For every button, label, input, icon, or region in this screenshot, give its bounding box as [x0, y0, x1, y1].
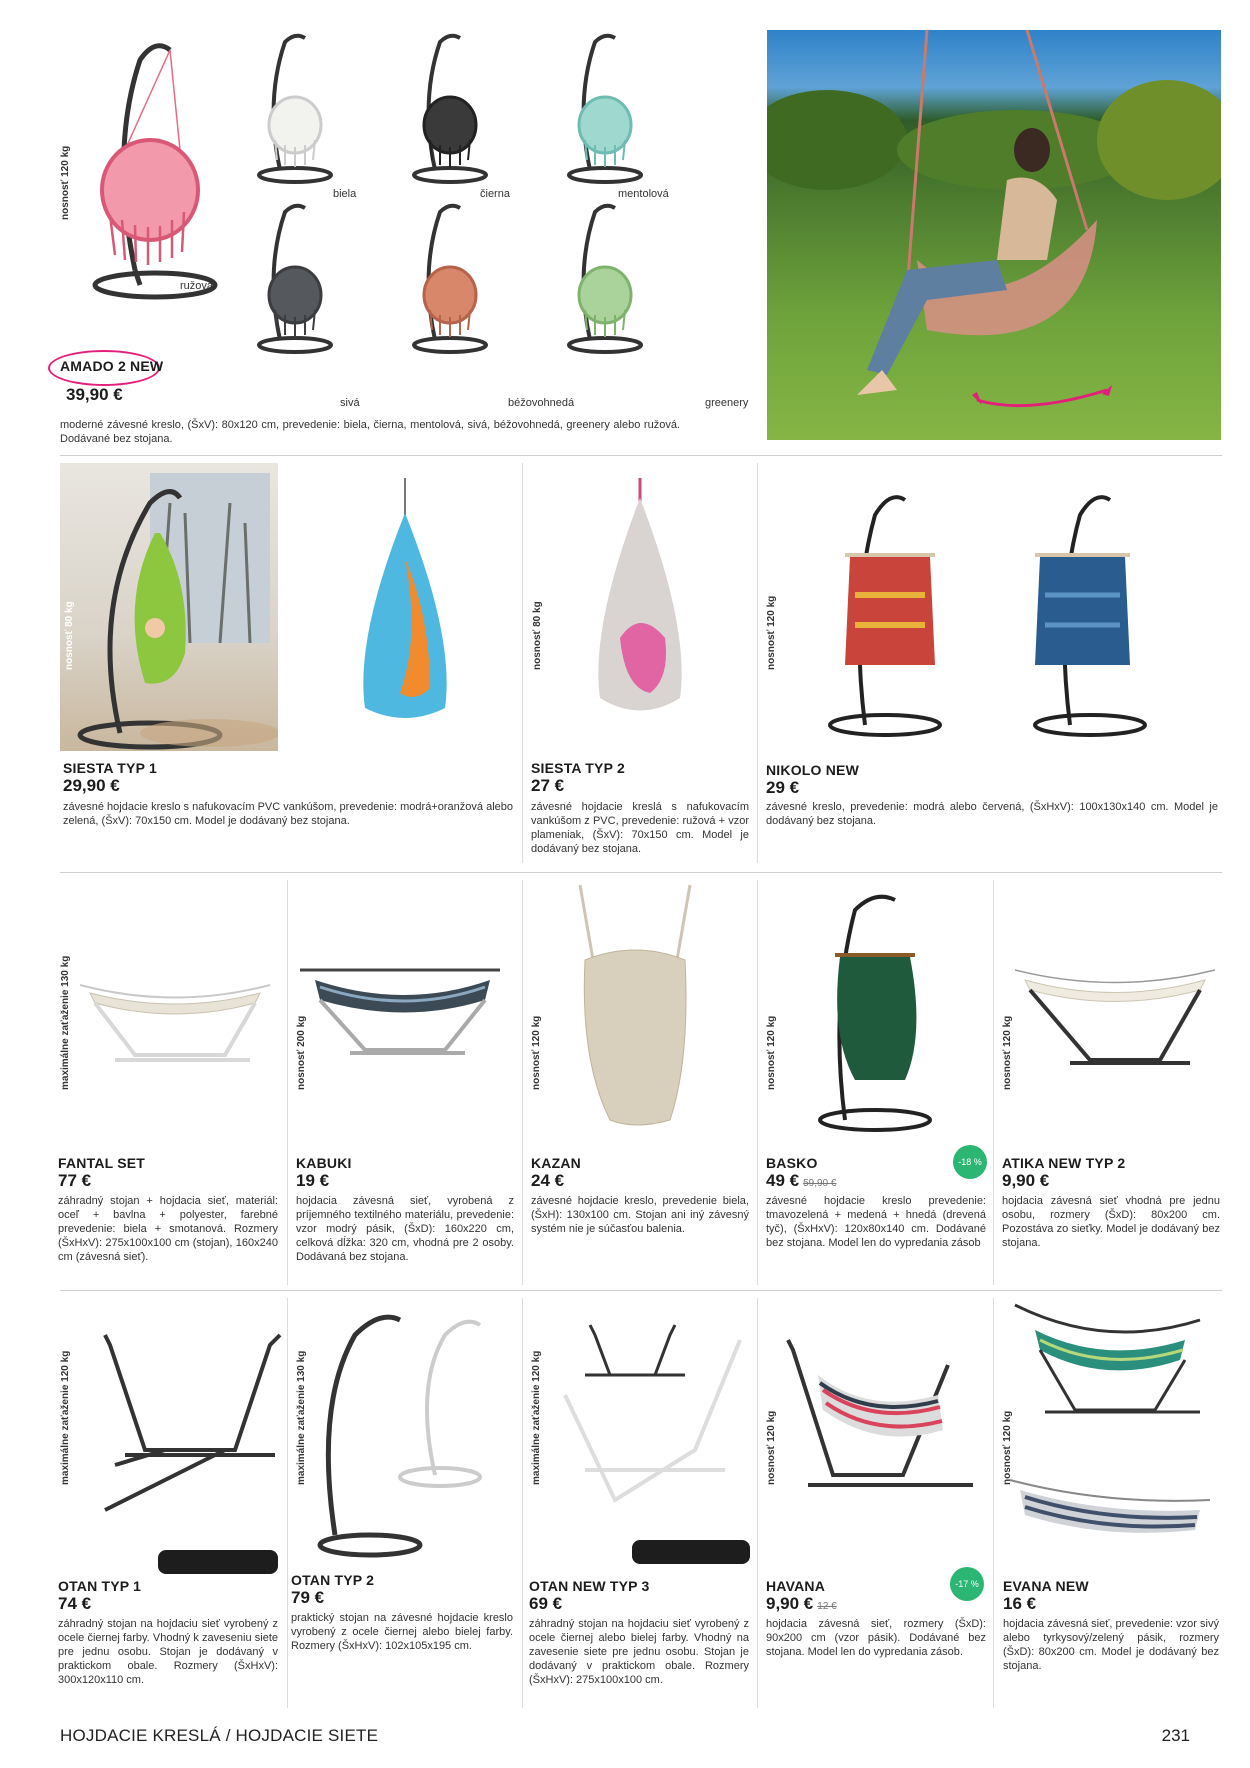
nikolo-price: 29 €	[766, 778, 800, 797]
siesta2-description: závesné hojdacie kreslá s nafukovacím vankúšom z PVC, prevedenie: ružová + vzor plameniak, (ŠxV): 70x150 cm. Model je dodávaný bez stojana.	[531, 801, 749, 855]
section-divider-2	[60, 872, 1222, 873]
basko-price	[766, 1171, 836, 1191]
kazan-capacity-label: nosnosť 120 kg	[531, 1015, 542, 1090]
column-divider	[287, 1298, 288, 1708]
section-divider-3	[60, 1290, 1222, 1291]
basko-product-image	[815, 885, 955, 1135]
basko-old-price: 59,90 €	[803, 1178, 837, 1189]
siesta2-product-image	[580, 478, 700, 738]
fantal-price: 77 €	[58, 1171, 92, 1190]
fantal-description: záhradný stojan + hojdacia sieť, materiál: oceľ + bavlna + polyester, farebné prevedenie: biela + smotanová. Rozmery (ŠxHxV): 275x100x100 cm (stojan), 160x240 cm (závesná sieť).	[58, 1195, 278, 1263]
fantal-name: FANTAL SET	[58, 1155, 146, 1171]
kabuki-product-image	[295, 965, 510, 1065]
amado-price: 39,90 €	[66, 385, 123, 404]
basko-discount-badge: -18 %	[953, 1145, 987, 1179]
siesta1-product-image	[345, 478, 465, 738]
column-divider	[993, 1298, 994, 1708]
column-divider	[522, 880, 523, 1285]
evana-grey-product-image	[1005, 1475, 1215, 1555]
amado-color-mint: mentolová	[618, 188, 669, 200]
column-divider	[522, 463, 523, 863]
havana-current-price: 9,90 €	[766, 1594, 814, 1613]
otan2-capacity-label: maximálne zaťaženie 130 kg	[296, 1350, 307, 1485]
siesta1-price: 29,90 €	[63, 776, 120, 795]
havana-old-price: 12 €	[817, 1601, 837, 1612]
otan3-description: záhradný stojan na hojdaciu sieť vyrobený z ocele čiernej alebo bielej farby. Vhodný na zavesenie siete pre jednu osobu. Stojan je dodávaný v praktickom obale. Rozmery (ŠxHxV): 275x100x100 cm.	[529, 1618, 749, 1686]
siesta2-name: SIESTA TYP 2	[531, 760, 625, 776]
amado-black-chair-image	[405, 30, 495, 185]
garden-lifestyle-photo	[767, 30, 1221, 440]
nikolo-capacity-label: nosnosť 120 kg	[766, 595, 777, 670]
otan3-carry-bag	[632, 1540, 750, 1564]
otan1-capacity-label: maximálne zaťaženie 120 kg	[60, 1350, 71, 1485]
column-divider	[757, 880, 758, 1285]
havana-product-image	[778, 1335, 978, 1530]
amado-greenery-chair-image	[560, 200, 650, 355]
amado-description: moderné závesné kreslo, (ŠxV): 80x120 cm, prevedenie: biela, čierna, mentolová, sivá, béžovohnedá, greenery alebo ružová. Dodávané bez stojana.	[60, 419, 680, 445]
amado-name: AMADO 2 NEW	[60, 358, 164, 374]
otan2-product-image	[315, 1305, 515, 1560]
siesta1-description: závesné hojdacie kreslo s nafukovacím PVC vankúšom, prevedenie: modrá+oranžová alebo zelená, (ŠxV): 70x150 cm. Model je dodávaný bez stojana.	[63, 801, 513, 827]
amado-grey-chair-image	[250, 200, 340, 355]
siesta2-capacity-label: nosnosť 80 kg	[532, 601, 543, 670]
column-divider	[287, 880, 288, 1285]
amado-capacity-label: nosnosť 120 kg	[60, 145, 71, 220]
basko-current-price: 49 €	[766, 1171, 800, 1190]
amado-color-pink: ružová	[180, 280, 214, 292]
evana-price: 16 €	[1003, 1594, 1037, 1613]
page-number: 231	[1161, 1726, 1190, 1745]
fantal-product-image	[75, 975, 280, 1075]
otan3-price: 69 €	[529, 1594, 563, 1613]
otan3-capacity-label: maximálne zaťaženie 120 kg	[531, 1350, 542, 1485]
column-divider	[993, 880, 994, 1285]
kabuki-capacity-label: nosnosť 200 kg	[296, 1015, 307, 1090]
kabuki-price: 19 €	[296, 1171, 330, 1190]
nikolo-blue-chair-image	[1030, 485, 1170, 740]
basko-capacity-label: nosnosť 120 kg	[766, 1015, 777, 1090]
kazan-price: 24 €	[531, 1171, 565, 1190]
kazan-name: KAZAN	[531, 1155, 581, 1171]
kabuki-name: KABUKI	[296, 1155, 352, 1171]
atika-name: ATIKA NEW TYP 2	[1002, 1155, 1126, 1171]
nikolo-description: závesné kreslo, prevedenie: modrá alebo červená, (ŠxHxV): 100x130x140 cm. Model je dodávaný bez stojana.	[766, 801, 1218, 827]
otan2-description: praktický stojan na závesné hojdacie kreslo vyrobený z ocele čiernej alebo bielej farby. Rozmery (ŠxHxV): 102x105x195 cm.	[291, 1612, 513, 1652]
otan3-name: OTAN NEW TYP 3	[529, 1578, 650, 1594]
amado-white-chair-image	[250, 30, 340, 185]
otan1-carry-bag	[158, 1550, 278, 1574]
atika-capacity-label: nosnosť 120 kg	[1002, 1015, 1013, 1090]
havana-capacity-label: nosnosť 120 kg	[766, 1410, 777, 1485]
havana-discount-badge: -17 %	[950, 1567, 984, 1601]
atika-price: 9,90 €	[1002, 1171, 1050, 1190]
evana-description: hojdacia závesná sieť, prevedenie: vzor sivý alebo tyrkysový/zelený pásik, rozmery (ŠxD): 80x200 cm. Model je dodávaný bez stojana.	[1003, 1618, 1219, 1672]
evana-capacity-label: nosnosť 120 kg	[1002, 1410, 1013, 1485]
basko-name: BASKO	[766, 1155, 818, 1171]
evana-teal-product-image	[1005, 1300, 1210, 1420]
siesta1-name: SIESTA TYP 1	[63, 760, 157, 776]
nikolo-name: NIKOLO NEW	[766, 762, 859, 778]
amado-pink-chair-image	[80, 30, 230, 310]
havana-name: HAVANA	[766, 1578, 826, 1594]
nikolo-red-chair-image	[825, 485, 965, 740]
kazan-product-image	[570, 880, 700, 1130]
section-divider-1	[60, 455, 1222, 456]
column-divider	[757, 463, 758, 863]
amado-beige-chair-image	[405, 200, 495, 355]
amado-color-black: čierna	[480, 188, 510, 200]
amado-mint-chair-image	[560, 30, 650, 185]
otan1-name: OTAN TYP 1	[58, 1578, 142, 1594]
siesta1-capacity-label: nosnosť 80 kg	[64, 601, 75, 670]
otan1-product-image	[95, 1330, 285, 1530]
amado-color-grey: sivá	[340, 397, 360, 409]
column-divider	[522, 1298, 523, 1708]
column-divider	[757, 1298, 758, 1708]
amado-color-white: biela	[333, 188, 357, 200]
footer-section-title: HOJDACIE KRESLÁ / HOJDACIE SIETE	[60, 1726, 379, 1745]
fantal-capacity-label: maximálne zaťaženie 130 kg	[60, 955, 71, 1090]
otan1-price: 74 €	[58, 1594, 92, 1613]
evana-name: EVANA NEW	[1003, 1578, 1089, 1594]
otan3-product-image	[555, 1320, 755, 1520]
kabuki-description: hojdacia závesná sieť, vyrobená z príjemného textilného materiálu, prevedenie: vzor modrý pásik, (ŠxD): 160x220 cm, celková dĺžka: 320 cm, vhodná pre 2 osoby. Dodávaná bez stojana.	[296, 1195, 514, 1263]
amado-color-greenery: greenery	[705, 397, 749, 409]
siesta2-price: 27 €	[531, 776, 565, 795]
havana-description: hojdacia závesná sieť, rozmery (ŠxD): 90x200 cm (vzor pásik). Dodávané bez stojana. Model len do vypredania zásob.	[766, 1618, 986, 1658]
atika-product-image	[1010, 965, 1220, 1075]
otan1-description: záhradný stojan na hojdaciu sieť vyrobený z ocele čiernej farby. Vhodný k zaveseniu siete pre jednu osobu. Stojan je dodávaný v praktickom obale. Rozmery (ŠxHxV): 300x120x110 cm.	[58, 1618, 278, 1686]
basko-description: závesné hojdacie kreslo prevedenie: tmavozelená + medená + hnedá (drevená tyč), (ŠxHxV): 120x80x140 cm. Dodávané bez stojana. Model len do vypredania zásob	[766, 1195, 986, 1249]
amado-color-beige: béžovohnedá	[508, 397, 575, 409]
siesta1-lifestyle-photo	[60, 463, 278, 751]
havana-price	[766, 1594, 837, 1614]
kazan-description: závesné hojdacie kreslo, prevedenie biela, (ŠxH): 130x100 cm. Stojan ani iný závesný systém nie je súčasťou balenia.	[531, 1195, 749, 1235]
otan2-price: 79 €	[291, 1588, 325, 1607]
otan2-name: OTAN TYP 2	[291, 1572, 375, 1588]
atika-description: hojdacia závesná sieť vhodná pre jednu osobu, rozmery (ŠxD): 80x200 cm. Pozostáva zo sieťky. Model je dodávaný bez stojana.	[1002, 1195, 1220, 1249]
